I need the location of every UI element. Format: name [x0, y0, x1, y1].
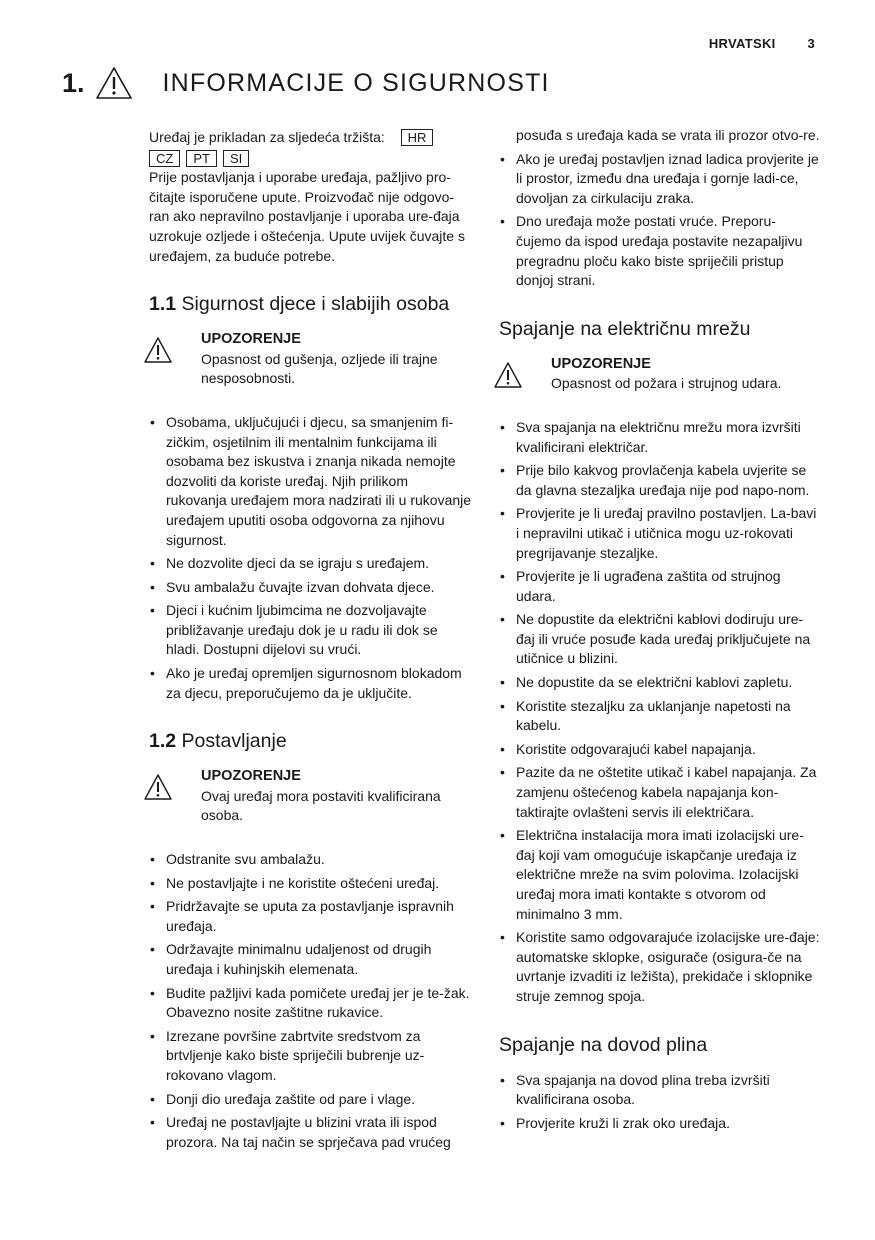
list-item: • Koristite samo odgovarajuće izolacijske ure-đaje: automatske sklopke, osigurače (osigura-če na uvrtanje izvaditi iz ležišta), prekidače i sklopnike struje zemnog spoja. [499, 928, 821, 1006]
list-item: • Koristite stezaljku za uklanjanje napetosti na kabelu. [499, 697, 821, 736]
list-item: • Donji dio uređaja zaštite od pare i vlage. [149, 1090, 472, 1110]
list-item: • Provjerite je li ugrađena zaštita od strujnog udara. [499, 567, 821, 606]
markets-label: Uređaj je prikladan za sljedeća tržišta: [149, 129, 385, 145]
list-item: • Prije bilo kakvog provlačenja kabela uvjerite se da glavna stezaljka uređaja nije pod napo-nom. [499, 461, 821, 500]
section-number: 1.2 [149, 730, 177, 753]
list-item: • Ne dopustite da se električni kablovi zapletu. [499, 673, 821, 693]
warning-text: Opasnost od gušenja, ozljede ili trajne nesposobnosti. [201, 350, 438, 387]
section-heading-installation [149, 729, 472, 753]
section-heading-children [149, 292, 472, 316]
right-column [499, 126, 821, 1137]
list-item: • Ako je uređaj opremljen sigurnosnom blokadom za djecu, preporučujemo da je uključite. [149, 664, 472, 703]
section-number: 1.1 [149, 293, 177, 316]
warning-triangle-icon [143, 773, 173, 801]
list-item: • Svu ambalažu čuvajte izvan dohvata djece. [149, 578, 472, 598]
intro [149, 128, 472, 266]
list-item: • Provjerite je li uređaj pravilno postavljen. La-bavi i nepravilni utikač i utičnica mogu uz-rokovati pregrijavanje stezaljke. [499, 504, 821, 563]
section-title: Sigurnost djece i slabijih osoba [181, 293, 450, 316]
list-item: • Koristite odgovarajući kabel napajanja. [499, 740, 821, 760]
gas-list [499, 1071, 821, 1134]
list-item: • Ako je uređaj postavljen iznad ladica provjerite je li prostor, između dna uređaja i gornje ladi-ce, dovoljan za cirkulaciju zraka. [499, 150, 821, 209]
chapter-number: 1. [62, 67, 85, 98]
markets-line-2 [149, 149, 472, 169]
page-number: 3 [807, 36, 815, 51]
list-item: • Održavajte minimalnu udaljenost od drugih uređaja i kuhinjskih elemenata. [149, 940, 472, 979]
list-item: • Djeci i kućnim ljubimcima ne dozvoljavajte približavanje uređaju dok je u radu ili dok se hladi. Dostupni dijelovi su vrući. [149, 601, 472, 660]
chapter-heading [62, 66, 550, 100]
warning-text: Ovaj uređaj mora postaviti kvalificirana osoba. [201, 787, 441, 824]
warning-title: UPOZORENJE [201, 331, 301, 348]
children-safety-list [149, 413, 472, 703]
market-code: HR [401, 129, 434, 146]
list-item: • Izrezane površine zabrtvite sredstvom za brtvljenje kako biste spriječili bubrenje uz-rokovano vlagom. [149, 1027, 472, 1086]
page-header [709, 36, 815, 51]
list-item: • Pridržavajte se uputa za postavljanje ispravnih uređaja. [149, 897, 472, 936]
list-item: • Odstranite svu ambalažu. [149, 850, 472, 870]
list-item: • Ne postavljajte i ne koristite oštećeni uređaj. [149, 874, 472, 894]
electric-list [499, 418, 821, 1007]
list-item: • Budite pažljivi kada pomičete uređaj jer je te-žak. Obavezno nosite zaštitne rukavice. [149, 984, 472, 1023]
installation-list [149, 850, 472, 1152]
list-item: • Sva spajanja na električnu mrežu mora izvršiti kvalificirani električar. [499, 418, 821, 457]
list-item: • Ne dozvolite djeci da se igraju s uređajem. [149, 554, 472, 574]
section-title: Spajanje na električnu mrežu [499, 317, 751, 340]
section-heading-electric [499, 317, 821, 341]
section-heading-gas [499, 1033, 821, 1057]
market-code: PT [186, 150, 217, 167]
installation-list-continued [499, 150, 821, 291]
list-item: • Električna instalacija mora imati izolacijski ure-đaj koji vam omogućuje iskapčanje uređaja iz električne mreže na svim polovima. Izolacijski uređaj mora imati kontakte s otvorom od minimalno 3 mm. [499, 826, 821, 924]
list-item: • Pazite da ne oštetite utikač i kabel napajanja. Za zamjenu oštećenog kabela napajanja kon-taktirajte ovlašteni servis ili električara. [499, 763, 821, 822]
warning-title: UPOZORENJE [201, 768, 301, 785]
warning-title: UPOZORENJE [551, 355, 651, 372]
list-item: • Uređaj ne postavljajte u blizini vrata ili ispod prozora. Na taj način se sprječava pad vrućeg [149, 1113, 472, 1152]
section-title: Postavljanje [181, 730, 287, 753]
list-item: • Dno uređaja može postati vruće. Preporu-čujemo da ispod uređaja postavite nezapaljivu pregradnu ploču kako biste spriječili pristup donjoj strani. [499, 212, 821, 290]
list-item: • Ne dopustite da električni kablovi dodiruju ure-đaj ili vruće posuđe kada uređaj priključujete na utičnice u blizini. [499, 610, 821, 669]
warning-block [499, 355, 821, 394]
continued-text: posuđa s uređaja kada se vrata ili prozor otvo-re. [516, 127, 820, 143]
section-title: Spajanje na dovod plina [499, 1033, 708, 1056]
warning-triangle-icon [493, 361, 523, 389]
intro-text: Prije postavljanja i uporabe uređaja, pažljivo pro-čitajte isporučene upute. Proizvođač nije odgovo-ran ako nepravilno postavljanje i uporaba ure-đaja uzrokuje ozljede i oštećenja. Upute uvijek čuvajte s uređajem, za buduće potrebe. [149, 169, 465, 264]
list-item: • Osobama, uključujući i djecu, sa smanjenim fi-zičkim, osjetilnim ili mentalnim funkcijama ili osobama bez iskustva i znanja nikada nemojte dozvoliti da koriste uređaj. Njih prilikom rukovanja uređajem mora nadzirati ili u rukovanje uređajem uputiti osoba odgovorna za njihovu sigurnost. [149, 413, 472, 550]
market-code: SI [223, 150, 249, 167]
market-code: CZ [149, 150, 180, 167]
chapter-title: INFORMACIJE O SIGURNOSTI [162, 68, 550, 97]
markets-line [149, 128, 472, 148]
warning-triangle-icon [143, 336, 173, 364]
warning-block [149, 767, 472, 826]
warning-triangle-icon [95, 66, 133, 100]
warning-text: Opasnost od požara i strujnog udara. [551, 375, 782, 392]
list-item: • Sva spajanja na dovod plina treba izvršiti kvalificirana osoba. [499, 1071, 821, 1110]
list-item: • Provjerite kruži li zrak oko uređaja. [499, 1114, 821, 1134]
left-column [149, 128, 472, 1156]
warning-block [149, 330, 472, 389]
language-label: HRVATSKI [708, 36, 776, 51]
